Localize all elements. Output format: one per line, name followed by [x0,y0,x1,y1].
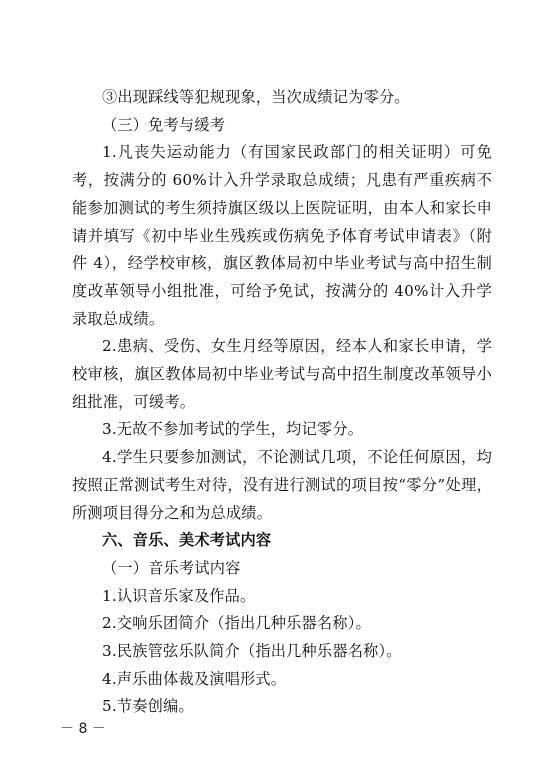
document-body [72,84,492,721]
paragraph-exemption-1: 1.凡丧失运动能力（有国家民政部门的相关证明）可免考，按满分的 60%计入升学录取总成绩；凡患有严重疾病不能参加测试的考生须持旗区级以上医院证明，由本人和家长申请并填写《初中毕业生残疾或伤病免予体育考试申请表》（附件 4），经学校审核，旗区教体局初中毕业考试与高中招生制度改革领导小组批准，可给予免试，按满分的 40%计入升学录取总成绩。 [72,143,492,328]
list-item-music-1: 1.认识音乐家及作品。 [102,586,256,605]
page-number: － 8 － [60,721,106,737]
list-item-music-3: 3.民族管弦乐队简介（指出几种乐器名称）。 [102,642,402,661]
paragraph-exemption-3: 3.无故不参加考试的学生，均记零分。 [102,420,364,439]
section-heading-exemption: （三）免考与缓考 [102,115,226,134]
list-item-music-5: 5.节奏创编。 [102,697,194,716]
list-item-music-4: 4.声乐曲体裁及演唱形式。 [102,669,287,688]
paragraph-exemption-2: 2.患病、受伤、女生月经等原因，经本人和家长申请，学校审核，旗区教体局初中毕业考试与高中招生制度改革领导小组批准，可缓考。 [72,337,492,411]
paragraph-exemption-4: 4.学生只要参加测试，不论测试几项，不论任何原因，均按照正常测试考生对待，没有进行测试的项目按“零分”处理，所测项目得分之和为总成绩。 [72,448,492,522]
list-item-music-2: 2.交响乐团简介（指出几种乐器名称）。 [102,614,371,633]
paragraph-foul-rule: ③出现踩线等犯规现象，当次成绩记为零分。 [102,88,410,106]
section-heading-music: （一）音乐考试内容 [102,558,241,577]
chapter-heading-music-art: 六、音乐、美术考试内容 [102,531,272,550]
